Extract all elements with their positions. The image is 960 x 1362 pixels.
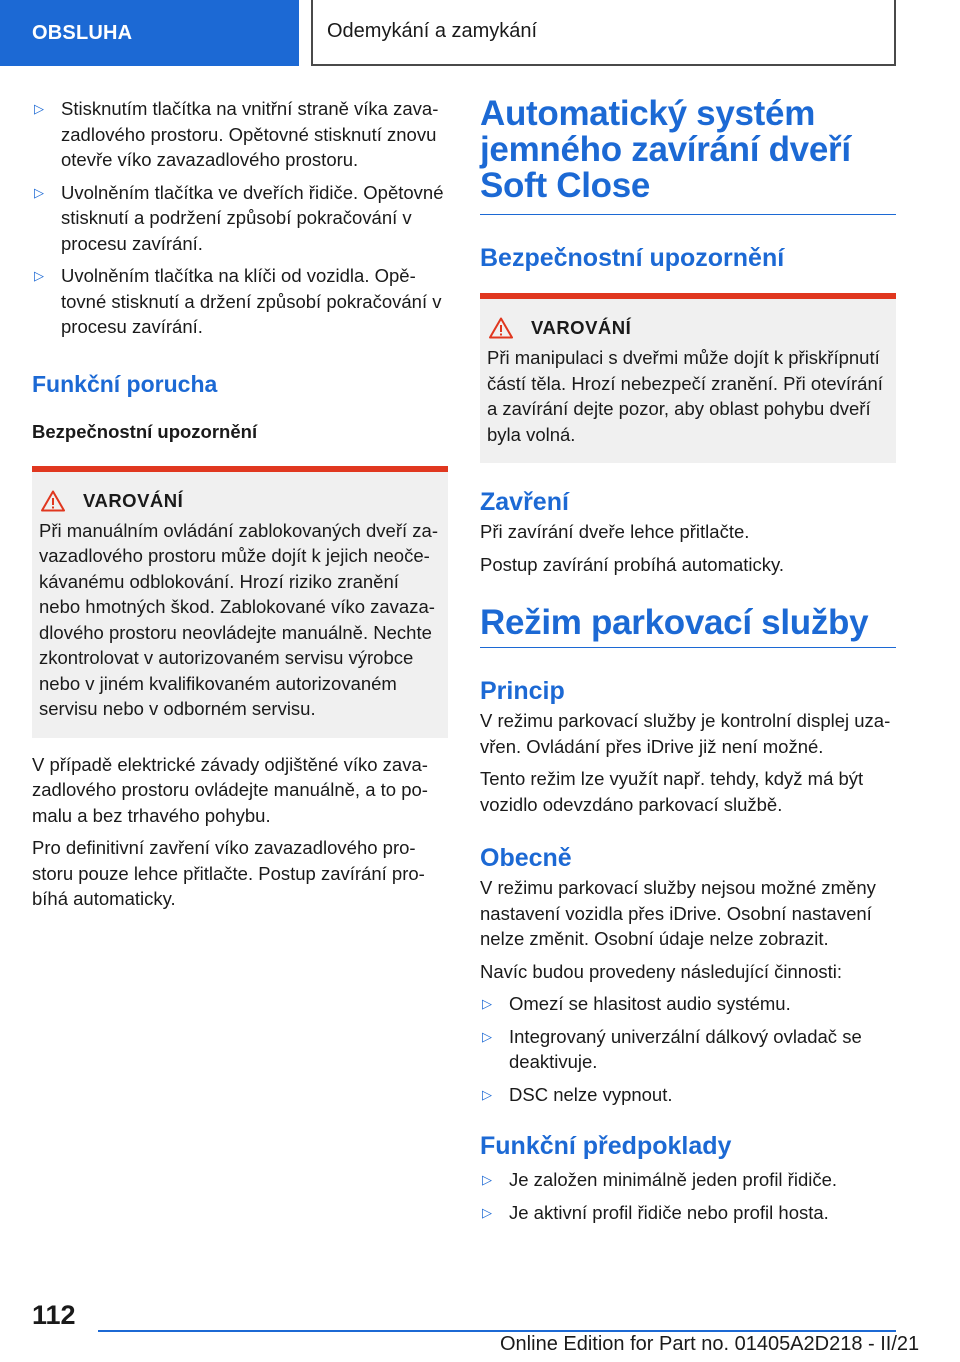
triangle-bullet-icon: ▷ (482, 1086, 492, 1102)
list-item (480, 1200, 896, 1226)
edition-text: Online Edition for Part no. 01405A2D218 - II/21 (500, 1333, 920, 1355)
list-item (32, 96, 448, 173)
list-item-text: Je aktivní profil řidiče nebo profil hosta. (509, 1201, 829, 1223)
paragraph: Navíc budou provedeny následující činnosti: (480, 960, 842, 982)
triangle-bullet-icon: ▷ (34, 268, 44, 283)
chapter-heading-valet-mode: Režim parkovací služby (480, 605, 896, 648)
list-item-text: Integrovaný univerzální dálkový ovladač se deaktivuje. (509, 1025, 862, 1072)
section-heading-general: Obecně (480, 844, 572, 872)
list-item (32, 263, 448, 340)
warning-header (487, 317, 888, 339)
list-item (480, 991, 896, 1017)
list-item-text: Uvolněním tlačítka ve dveřích řidiče. Opětovné stisknutí a podržení způsobí pokračování v procesu zavírání. (61, 181, 444, 254)
list-item (480, 1167, 896, 1193)
warning-title: VAROVÁNÍ (531, 317, 632, 338)
warning-triangle-icon (489, 317, 513, 339)
triangle-bullet-icon: ▷ (482, 996, 492, 1011)
list-item-text: Je založen minimálně jeden profil řidiče. (509, 1169, 838, 1190)
footer-divider (98, 1330, 896, 1332)
chapter-heading-soft-close: Automatický systém jemného zavírání dveří Soft Close (480, 96, 896, 215)
warning-box (480, 293, 896, 463)
safety-notes-heading: Bezpečnostní upozornění (32, 420, 258, 442)
triangle-bullet-icon: ▷ (482, 1172, 492, 1187)
triangle-bullet-icon: ▷ (34, 101, 44, 116)
warning-text: Při manipulaci s dveřmi může dojít k přiskřípnutí částí těla. Hrozí nebezpečí zranění. Při otevírání a zavírání dejte pozor, aby oblast pohybu dveří byla volná. (487, 347, 883, 445)
section-tab: OBSLUHA (0, 0, 299, 66)
warning-title: VAROVÁNÍ (83, 489, 184, 511)
list-item (32, 180, 448, 257)
paragraph: Tento režim lze využít např. tehdy, když má být vozidlo odevzdáno parkovací službě. (480, 768, 864, 815)
warning-box (32, 466, 448, 738)
page-header (0, 0, 960, 66)
list-item-text: DSC nelze vypnout. (509, 1083, 673, 1105)
warning-header (39, 490, 440, 512)
list-item (480, 1082, 896, 1108)
section-heading-closing: Zavření (480, 488, 569, 516)
section-heading-requirements: Funkční předpoklady (480, 1132, 732, 1160)
triangle-bullet-icon: ▷ (482, 1028, 492, 1044)
list-item-text: Omezí se hlasitost audio systému. (509, 993, 791, 1014)
paragraph: V režimu parkovací služby je kontrolní displej uzavřen. Ovládání přes iDrive již není možné. (480, 710, 891, 757)
paragraph: V případě elektrické závady odjištěné víko zavazadlového prostoru ovládejte manuálně, a to pomalu a bez trhavého pohybu. (32, 753, 428, 826)
list-item-text: Stisknutím tlačítka na vnitřní straně víka zavazadlového prostoru. Opětovné stisknutí znovu otevře víko zavazadlového prostoru. (61, 98, 439, 170)
list-item (480, 1024, 896, 1075)
safety-notes-heading: Bezpečnostní upozornění (480, 244, 785, 272)
list-item-text: Uvolněním tlačítka na klíči od vozidla. Opětovné stisknutí a držení způsobí pokračování v procesu zavírání. (61, 265, 442, 337)
paragraph: Pro definitivní zavření víko zavazadlového prostoru pouze lehce přitlačte. Postup zavírání probíhá automaticky. (32, 837, 425, 909)
paragraph: Při zavírání dveře lehce přitlačte. (480, 521, 750, 542)
warning-text: Při manuálním ovládání zablokovaných dveří zavazadlového prostoru může dojít k jejich neočekávanému odblokování. Hrozí riziko zranění nebo hmotných škod. Zablokované víko zavazadlového prostoru neovládejte manuálně. Nechte zkontrolovat v autorizovaném servisu výrobce nebo v jiném kvalifikovaném autorizovaném servisu nebo v odborném servisu. (39, 519, 438, 719)
page-number: 112 (32, 1300, 76, 1330)
warning-triangle-icon (41, 490, 65, 512)
left-column (32, 96, 448, 919)
paragraph: V režimu parkovací služby nejsou možné změny nastavení vozidla přes iDrive. Osobní nastavení nelze změnit. Osobní údaje nelze zobrazit. (480, 877, 876, 949)
chapter-title: Odemykání a zamykání (311, 0, 896, 66)
paragraph: Postup zavírání probíhá automaticky. (480, 553, 785, 575)
section-heading-malfunction: Funkční porucha (32, 370, 218, 397)
section-heading-principle: Princip (480, 677, 565, 705)
right-column (480, 96, 896, 1232)
triangle-bullet-icon: ▷ (34, 184, 44, 200)
triangle-bullet-icon: ▷ (482, 1204, 492, 1220)
